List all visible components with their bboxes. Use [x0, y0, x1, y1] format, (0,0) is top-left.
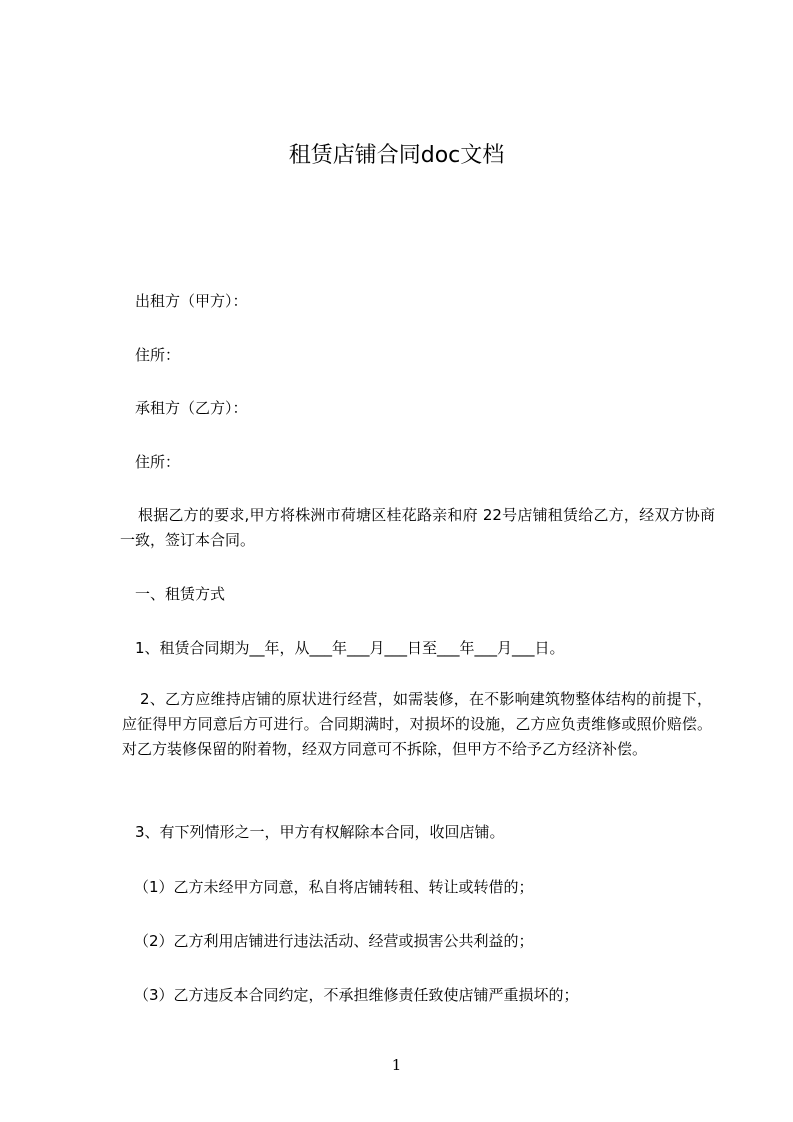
intro-paragraph: 根据乙方的要求,甲方将株洲市荷塘区桂花路亲和府 22号店铺租赁给乙方，经双方协商一致，签订本合同。: [120, 506, 715, 549]
page-number: 1: [391, 1056, 402, 1074]
clause-1: 1、租赁合同期为__年，从___年___月___日至___年___月___日。: [135, 639, 565, 657]
clause-2: 2、乙方应维持店铺的原状进行经营，如需装修，在不影响建筑物整体结构的前提下，应征得甲方同意后方可进行。合同期满时，对损坏的设施，乙方应负责维修或照价赔偿。对乙方装修保留的附着物，经双方同意可不拆除，但甲方不给予乙方经济补偿。: [122, 690, 712, 758]
lessee-address-label: 住所：: [135, 453, 181, 471]
document-title: 租赁店铺合同doc文档: [288, 143, 505, 168]
section-heading: 一、租赁方式: [135, 585, 226, 603]
clause-3-item-3: （3）乙方违反本合同约定，不承担维修责任致使店铺严重损坏的；: [134, 986, 579, 1004]
clause-3-item-2: （2）乙方利用店铺进行违法活动、经营或损害公共利益的；: [134, 932, 534, 950]
lessor-label: 出租方（甲方）：: [135, 292, 248, 310]
clause-3: 3、有下列情形之一，甲方有权解除本合同，收回店铺。: [135, 823, 505, 841]
clause-3-item-1: （1）乙方未经甲方同意，私自将店铺转租、转让或转借的；: [134, 878, 534, 896]
lessor-address-label: 住所：: [135, 346, 181, 364]
lessee-label: 承租方（乙方）：: [135, 399, 248, 417]
